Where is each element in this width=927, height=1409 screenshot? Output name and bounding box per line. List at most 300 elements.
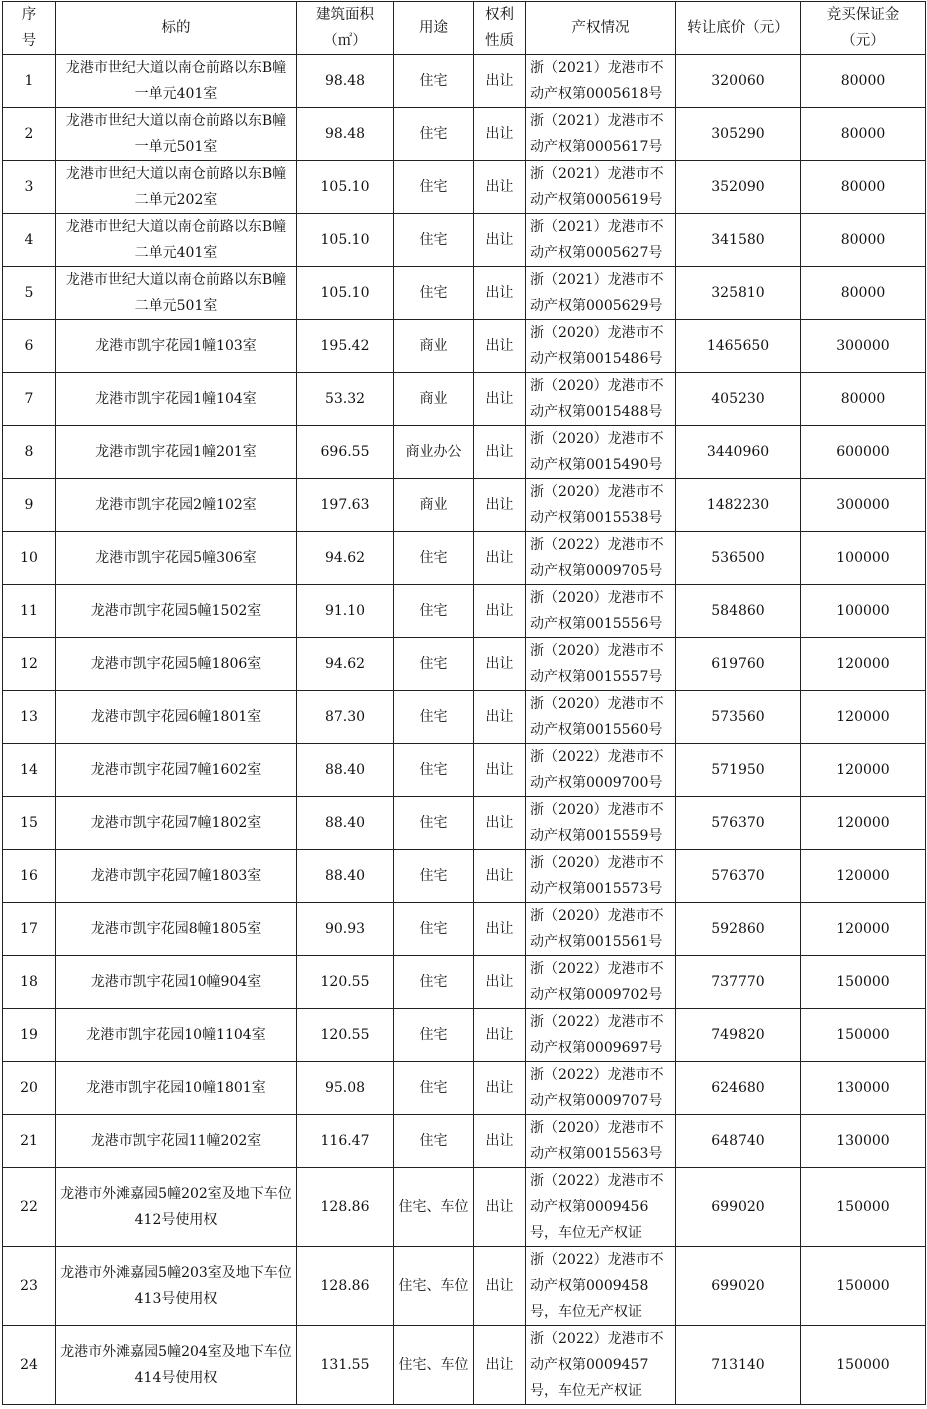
table-body (3, 55, 926, 1405)
cell-nature-text: 出让 (485, 762, 514, 778)
cell-price-text: 576370 (711, 868, 765, 884)
cell-use (394, 638, 474, 691)
cell-deposit (801, 1247, 926, 1326)
cell-nature (474, 108, 526, 161)
cell-nature-text: 出让 (485, 179, 514, 195)
cell-area-text: 98.48 (324, 73, 366, 89)
cell-seq-text: 7 (24, 391, 34, 407)
table-row (3, 638, 926, 691)
cell-use (394, 426, 474, 479)
table-row (3, 956, 926, 1009)
cell-nature (474, 426, 526, 479)
cell-price (676, 267, 801, 320)
cell-deposit-text: 80000 (840, 73, 886, 89)
table-row (3, 850, 926, 903)
cell-use (394, 1009, 474, 1062)
cell-deposit-text: 150000 (836, 1027, 890, 1043)
cell-deposit (801, 638, 926, 691)
cell-deposit-text: 120000 (836, 762, 890, 778)
cell-use-text: 住宅 (419, 815, 448, 831)
cell-area-text: 105.10 (320, 179, 370, 195)
cell-target-text: 龙港市凯宇花园7幢1602室 (90, 762, 262, 778)
cell-deposit-text: 150000 (836, 1278, 890, 1294)
cell-seq (3, 585, 56, 638)
cell-nature-text: 出让 (485, 921, 514, 937)
cell-target (56, 267, 297, 320)
cell-target-text: 龙港市凯宇花园2幢102室 (95, 497, 257, 513)
cell-price-text: 1482230 (706, 497, 770, 513)
cell-deposit (801, 691, 926, 744)
cell-use-text: 住宅 (419, 550, 448, 566)
cell-seq (3, 850, 56, 903)
cell-nature (474, 638, 526, 691)
cell-use-text: 住宅 (419, 1027, 448, 1043)
cell-cert (526, 903, 676, 956)
cell-target-text: 龙港市外滩嘉园5幢202室及地下车位412号使用权 (60, 1186, 292, 1228)
cell-area (297, 1115, 394, 1168)
cell-nature-text: 出让 (485, 1199, 514, 1215)
cell-target (56, 1326, 297, 1405)
cell-cert (526, 638, 676, 691)
cell-nature-text: 出让 (485, 391, 514, 407)
cell-target-text: 龙港市凯宇花园11幢202室 (90, 1133, 262, 1149)
cell-cert-text: 浙（2020）龙港市不动产权第0015490号 (530, 431, 664, 473)
cell-target (56, 426, 297, 479)
cell-deposit-text: 80000 (840, 126, 886, 142)
table-row (3, 108, 926, 161)
cell-price (676, 1326, 801, 1405)
cell-nature-text: 出让 (485, 126, 514, 142)
cell-nature (474, 956, 526, 1009)
cell-deposit (801, 585, 926, 638)
cell-area-text: 90.93 (324, 921, 366, 937)
table-row (3, 161, 926, 214)
cell-target (56, 161, 297, 214)
cell-use-text: 住宅 (419, 232, 448, 248)
cell-deposit (801, 373, 926, 426)
cell-price (676, 797, 801, 850)
cell-target (56, 532, 297, 585)
header-area-text: 建筑面积 （㎡） (316, 7, 374, 49)
cell-use (394, 267, 474, 320)
cell-seq (3, 267, 56, 320)
cell-seq (3, 373, 56, 426)
header-use-text: 用途 (419, 20, 448, 36)
cell-nature-text: 出让 (485, 709, 514, 725)
header-cert-text: 产权情况 (571, 20, 630, 36)
property-auction-table (2, 1, 926, 1405)
cell-target-text: 龙港市外滩嘉园5幢203室及地下车位413号使用权 (60, 1265, 292, 1307)
cell-area (297, 320, 394, 373)
cell-deposit-text: 100000 (836, 603, 890, 619)
cell-deposit-text: 130000 (836, 1080, 890, 1096)
cell-price-text: 320060 (711, 73, 765, 89)
cell-deposit (801, 426, 926, 479)
cell-deposit (801, 479, 926, 532)
cell-deposit-text: 600000 (836, 444, 890, 460)
cell-price-text: 624680 (711, 1080, 765, 1096)
cell-use-text: 住宅 (419, 868, 448, 884)
cell-area (297, 108, 394, 161)
cell-cert-text: 浙（2020）龙港市不动产权第0015573号 (530, 855, 664, 897)
cell-nature-text: 出让 (485, 550, 514, 566)
cell-area (297, 585, 394, 638)
cell-nature (474, 161, 526, 214)
cell-area (297, 903, 394, 956)
cell-nature (474, 320, 526, 373)
cell-cert (526, 1062, 676, 1115)
cell-use-text: 住宅 (419, 285, 448, 301)
cell-nature-text: 出让 (485, 868, 514, 884)
table-row (3, 426, 926, 479)
table-row (3, 744, 926, 797)
cell-cert (526, 585, 676, 638)
cell-cert-text: 浙（2020）龙港市不动产权第0015488号 (530, 378, 664, 420)
cell-price (676, 1168, 801, 1247)
cell-cert (526, 532, 676, 585)
cell-seq (3, 638, 56, 691)
cell-use-text: 住宅、车位 (398, 1278, 469, 1294)
cell-price (676, 1062, 801, 1115)
cell-deposit-text: 80000 (840, 232, 886, 248)
cell-target (56, 691, 297, 744)
cell-target-text: 龙港市凯宇花园5幢1806室 (90, 656, 262, 672)
cell-nature-text: 出让 (485, 1278, 514, 1294)
cell-price (676, 161, 801, 214)
cell-seq (3, 108, 56, 161)
cell-use (394, 691, 474, 744)
cell-deposit (801, 267, 926, 320)
cell-price (676, 691, 801, 744)
cell-seq (3, 744, 56, 797)
cell-use (394, 161, 474, 214)
cell-cert (526, 373, 676, 426)
header-deposit-text: 竞买保证金 （元） (826, 7, 900, 49)
cell-deposit (801, 956, 926, 1009)
cell-target (56, 585, 297, 638)
cell-area (297, 214, 394, 267)
cell-area-text: 195.42 (320, 338, 370, 354)
cell-target-text: 龙港市世纪大道以南仓前路以东B幢二单元501室 (65, 272, 287, 314)
cell-price (676, 1009, 801, 1062)
cell-cert-text: 浙（2022）龙港市不动产权第0009700号 (530, 749, 664, 791)
cell-nature (474, 1247, 526, 1326)
cell-nature (474, 267, 526, 320)
cell-area (297, 373, 394, 426)
cell-area (297, 532, 394, 585)
cell-target (56, 108, 297, 161)
cell-cert-text: 浙（2022）龙港市不动产权第0009707号 (530, 1067, 664, 1109)
cell-area-text: 696.55 (320, 444, 370, 460)
cell-deposit (801, 1009, 926, 1062)
cell-area (297, 638, 394, 691)
cell-nature (474, 1062, 526, 1115)
table-row (3, 691, 926, 744)
cell-cert-text: 浙（2020）龙港市不动产权第0015563号 (530, 1120, 664, 1162)
table-row (3, 214, 926, 267)
cell-seq-text: 3 (24, 179, 34, 195)
cell-seq-text: 19 (20, 1027, 38, 1043)
cell-deposit (801, 1062, 926, 1115)
cell-cert-text: 浙（2020）龙港市不动产权第0015561号 (530, 908, 664, 950)
cell-area-text: 94.62 (324, 656, 366, 672)
table-row (3, 267, 926, 320)
cell-area (297, 691, 394, 744)
cell-target (56, 479, 297, 532)
cell-price (676, 585, 801, 638)
cell-seq-text: 10 (20, 550, 38, 566)
cell-area-text: 91.10 (324, 603, 366, 619)
cell-target (56, 850, 297, 903)
cell-target (56, 373, 297, 426)
cell-area-text: 94.62 (324, 550, 366, 566)
cell-seq-text: 2 (24, 126, 34, 142)
cell-area-text: 105.10 (320, 232, 370, 248)
cell-area-text: 88.40 (324, 762, 366, 778)
cell-nature (474, 744, 526, 797)
cell-deposit (801, 108, 926, 161)
header-price-text: 转让底价（元） (687, 20, 789, 36)
header-seq (3, 2, 56, 55)
cell-use (394, 320, 474, 373)
cell-area (297, 55, 394, 108)
cell-seq (3, 691, 56, 744)
cell-area (297, 161, 394, 214)
table-row (3, 903, 926, 956)
cell-use-text: 住宅 (419, 762, 448, 778)
cell-cert-text: 浙（2021）龙港市不动产权第0005627号 (530, 219, 664, 261)
cell-target-text: 龙港市凯宇花园10幢1801室 (86, 1080, 266, 1096)
cell-price-text: 305290 (711, 126, 765, 142)
cell-price (676, 903, 801, 956)
cell-price (676, 1247, 801, 1326)
cell-deposit (801, 1168, 926, 1247)
cell-use-text: 住宅 (419, 603, 448, 619)
cell-cert (526, 161, 676, 214)
cell-deposit (801, 797, 926, 850)
cell-target-text: 龙港市凯宇花园1幢201室 (95, 444, 257, 460)
cell-use (394, 956, 474, 1009)
cell-seq (3, 903, 56, 956)
cell-seq (3, 1009, 56, 1062)
cell-use-text: 住宅 (419, 1133, 448, 1149)
cell-seq-text: 15 (20, 815, 38, 831)
cell-use (394, 1326, 474, 1405)
cell-seq-text: 5 (24, 285, 34, 301)
cell-cert (526, 1168, 676, 1247)
cell-cert-text: 浙（2022）龙港市不动产权第0009697号 (530, 1014, 664, 1056)
cell-area (297, 1168, 394, 1247)
cell-seq (3, 426, 56, 479)
cell-cert (526, 744, 676, 797)
cell-cert (526, 267, 676, 320)
cell-seq (3, 1062, 56, 1115)
cell-seq-text: 14 (20, 762, 38, 778)
cell-target (56, 744, 297, 797)
cell-cert-text: 浙（2020）龙港市不动产权第0015559号 (530, 802, 664, 844)
cell-cert-text: 浙（2020）龙港市不动产权第0015560号 (530, 696, 664, 738)
table-row (3, 479, 926, 532)
cell-seq (3, 797, 56, 850)
cell-nature-text: 出让 (485, 603, 514, 619)
cell-area (297, 956, 394, 1009)
table-row (3, 1168, 926, 1247)
cell-use (394, 1247, 474, 1326)
cell-price (676, 320, 801, 373)
cell-seq-text: 16 (20, 868, 38, 884)
cell-area-text: 95.08 (324, 1080, 366, 1096)
cell-use (394, 479, 474, 532)
cell-deposit-text: 150000 (836, 1199, 890, 1215)
cell-target (56, 797, 297, 850)
cell-area-text: 88.40 (324, 868, 366, 884)
cell-deposit-text: 120000 (836, 709, 890, 725)
cell-use (394, 373, 474, 426)
cell-target-text: 龙港市凯宇花园6幢1801室 (90, 709, 262, 725)
cell-price-text: 584860 (711, 603, 765, 619)
cell-nature-text: 出让 (485, 285, 514, 301)
cell-target (56, 55, 297, 108)
cell-price (676, 214, 801, 267)
cell-use (394, 585, 474, 638)
cell-deposit-text: 150000 (836, 1357, 890, 1373)
cell-target-text: 龙港市外滩嘉园5幢204室及地下车位414号使用权 (60, 1344, 292, 1386)
cell-nature-text: 出让 (485, 338, 514, 354)
cell-cert (526, 479, 676, 532)
cell-deposit-text: 80000 (840, 179, 886, 195)
cell-price (676, 638, 801, 691)
cell-target (56, 956, 297, 1009)
cell-seq-text: 13 (20, 709, 38, 725)
table-row (3, 1062, 926, 1115)
cell-use (394, 903, 474, 956)
cell-nature (474, 850, 526, 903)
cell-target (56, 1062, 297, 1115)
cell-price-text: 325810 (711, 285, 765, 301)
cell-seq-text: 24 (20, 1357, 38, 1373)
cell-area-text: 131.55 (320, 1357, 370, 1373)
cell-use (394, 55, 474, 108)
cell-cert-text: 浙（2021）龙港市不动产权第0005618号 (530, 60, 664, 102)
cell-cert (526, 108, 676, 161)
cell-target-text: 龙港市凯宇花园1幢104室 (95, 391, 257, 407)
cell-target-text: 龙港市凯宇花园5幢1502室 (90, 603, 262, 619)
cell-cert-text: 浙（2021）龙港市不动产权第0005617号 (530, 113, 664, 155)
cell-use-text: 住宅 (419, 709, 448, 725)
cell-area-text: 128.86 (320, 1278, 370, 1294)
cell-area-text: 98.48 (324, 126, 366, 142)
cell-deposit-text: 80000 (840, 285, 886, 301)
cell-target (56, 214, 297, 267)
header-use (394, 2, 474, 55)
cell-seq-text: 21 (20, 1133, 38, 1149)
cell-deposit (801, 161, 926, 214)
cell-seq (3, 214, 56, 267)
header-price (676, 2, 801, 55)
cell-cert-text: 浙（2022）龙港市不动产权第0009702号 (530, 961, 664, 1003)
cell-nature (474, 691, 526, 744)
cell-use-text: 住宅 (419, 179, 448, 195)
cell-use-text: 住宅 (419, 921, 448, 937)
cell-deposit (801, 320, 926, 373)
cell-cert (526, 1247, 676, 1326)
table-row (3, 373, 926, 426)
cell-area-text: 197.63 (320, 497, 370, 513)
cell-use-text: 商业 (419, 391, 448, 407)
cell-area-text: 105.10 (320, 285, 370, 301)
cell-seq-text: 22 (20, 1199, 38, 1215)
cell-nature-text: 出让 (485, 1080, 514, 1096)
cell-cert (526, 1009, 676, 1062)
cell-cert (526, 320, 676, 373)
cell-nature (474, 214, 526, 267)
cell-cert-text: 浙（2020）龙港市不动产权第0015556号 (530, 590, 664, 632)
cell-deposit (801, 903, 926, 956)
cell-seq-text: 6 (24, 338, 34, 354)
header-nature-text: 权利 性质 (485, 7, 514, 49)
table-row (3, 1115, 926, 1168)
cell-area (297, 1062, 394, 1115)
cell-cert-text: 浙（2022）龙港市不动产权第0009705号 (530, 537, 664, 579)
cell-nature-text: 出让 (485, 1357, 514, 1373)
cell-deposit (801, 214, 926, 267)
cell-price-text: 592860 (711, 921, 765, 937)
cell-price-text: 749820 (711, 1027, 765, 1043)
cell-use (394, 532, 474, 585)
cell-use (394, 108, 474, 161)
cell-price-text: 341580 (711, 232, 765, 248)
header-target-text: 标的 (161, 20, 191, 36)
cell-seq-text: 12 (20, 656, 38, 672)
cell-nature-text: 出让 (485, 656, 514, 672)
cell-nature (474, 1115, 526, 1168)
cell-nature (474, 1326, 526, 1405)
cell-price-text: 571950 (711, 762, 765, 778)
cell-deposit-text: 300000 (836, 338, 890, 354)
cell-area (297, 426, 394, 479)
cell-nature (474, 479, 526, 532)
cell-cert-text: 浙（2022）龙港市不动产权第0009457号，车位无产权证 (530, 1331, 664, 1399)
cell-cert (526, 426, 676, 479)
cell-seq (3, 956, 56, 1009)
cell-area (297, 744, 394, 797)
cell-target-text: 龙港市凯宇花园10幢904室 (90, 974, 262, 990)
cell-price-text: 699020 (711, 1278, 765, 1294)
cell-use-text: 住宅 (419, 656, 448, 672)
cell-target-text: 龙港市世纪大道以南仓前路以东B幢一单元401室 (65, 60, 287, 102)
table-row (3, 1326, 926, 1405)
cell-nature-text: 出让 (485, 73, 514, 89)
cell-price (676, 1115, 801, 1168)
cell-seq-text: 1 (24, 73, 34, 89)
table-row (3, 797, 926, 850)
cell-price (676, 850, 801, 903)
cell-seq (3, 479, 56, 532)
header-area (297, 2, 394, 55)
cell-deposit-text: 120000 (836, 868, 890, 884)
header-target (56, 2, 297, 55)
cell-deposit-text: 130000 (836, 1133, 890, 1149)
cell-cert-text: 浙（2021）龙港市不动产权第0005619号 (530, 166, 664, 208)
cell-seq-text: 23 (20, 1278, 38, 1294)
header-cert (526, 2, 676, 55)
cell-deposit (801, 1326, 926, 1405)
cell-area-text: 120.55 (320, 1027, 370, 1043)
cell-area (297, 1326, 394, 1405)
cell-seq-text: 17 (20, 921, 38, 937)
cell-seq (3, 320, 56, 373)
cell-cert-text: 浙（2022）龙港市不动产权第0009456号，车位无产权证 (530, 1173, 664, 1241)
